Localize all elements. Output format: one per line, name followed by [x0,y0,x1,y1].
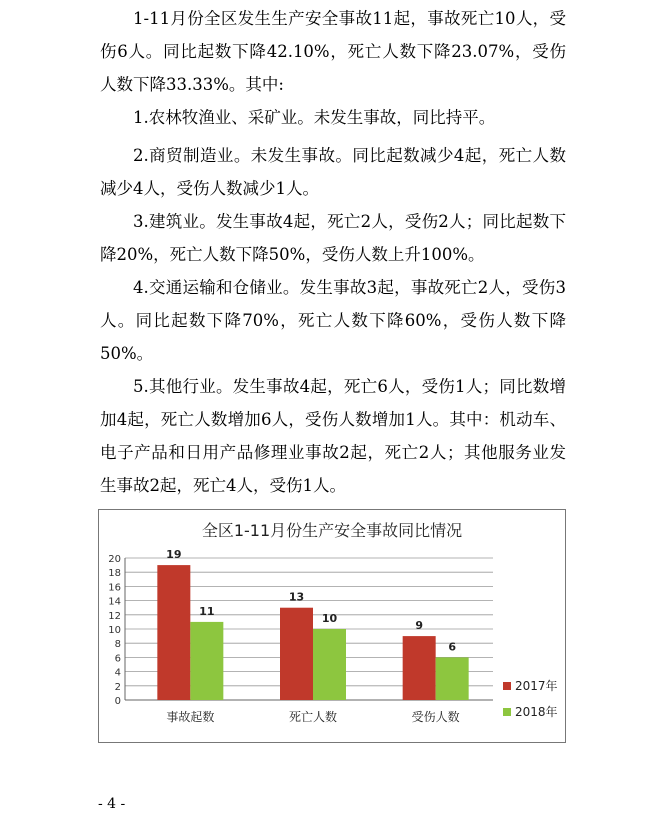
paragraph-commerce-manufacturing: 2.商贸制造业。未发生事故。同比起数减少4起，死亡人数减少4人，受伤人数减少1人。 [100,146,566,198]
bar-chart-svg [99,510,565,742]
y-tick-label: 14 [108,596,121,608]
legend-label: 2017年 [515,679,558,693]
paragraph-construction: 3.建筑业。发生事故4起，死亡2人，受伤2人；同比起数下降20%，死亡人数下降50%，受伤人数上升100%。 [100,212,566,264]
data-label: 19 [166,548,182,562]
paragraph-summary: 1-11月份全区发生生产安全事故11起，事故死亡10人，受伤6人。同比起数下降42.10%，死亡人数下降23.07%，受伤人数下降33.33%。其中: [100,9,566,94]
legend-swatch [503,708,511,716]
legend-swatch [503,682,511,690]
y-tick-label: 0 [114,696,121,707]
category-label: 事故起数 [166,710,215,724]
bar-2-1 [190,622,223,700]
data-label: 9 [415,619,423,633]
bar-2-2 [313,629,346,700]
data-label: 13 [288,590,305,604]
y-tick-label: 4 [114,667,121,679]
data-label: 6 [448,640,456,654]
y-tick-label: 6 [114,653,121,665]
y-tick-label: 18 [108,568,121,580]
y-tick-label: 8 [114,639,121,651]
legend-label: 2018年 [515,705,558,719]
chart-title: 全区1-11月份生产安全事故同比情况 [201,521,463,540]
paragraph-agriculture-mining: 1.农林牧渔业、采矿业。未发生事故，同比持平。 [133,108,496,127]
bar-1-3 [403,636,436,700]
y-tick-label: 20 [108,554,121,565]
y-tick-label: 2 [114,681,121,693]
bar-1-2 [280,608,313,700]
category-label: 死亡人数 [288,710,338,724]
bar-2-3 [436,657,469,700]
comparison-chart [98,509,566,743]
y-tick-label: 10 [108,625,121,636]
data-label: 10 [321,612,338,625]
paragraph-other-industries: 5.其他行业。发生事故4起，死亡6人，受伤1人；同比数增加4起，死亡人数增加6人，受伤人数增加1人。其中：机动车、电子产品和日用产品修理业事故2起，死亡2人；其他服务业发生事故2起，死亡4人，受伤1人。 [100,377,566,495]
page-number: - 4 - [98,796,126,812]
y-tick-label: 16 [108,582,121,594]
bar-1-1 [157,565,190,700]
category-label: 受伤人数 [411,710,460,724]
data-label: 11 [199,604,215,618]
y-tick-label: 12 [108,610,121,622]
paragraph-transport-storage: 4.交通运输和仓储业。发生事故3起，事故死亡2人，受伤3人。同比起数下降70%，死亡人数下降60%，受伤人数下降50%。 [100,278,566,363]
